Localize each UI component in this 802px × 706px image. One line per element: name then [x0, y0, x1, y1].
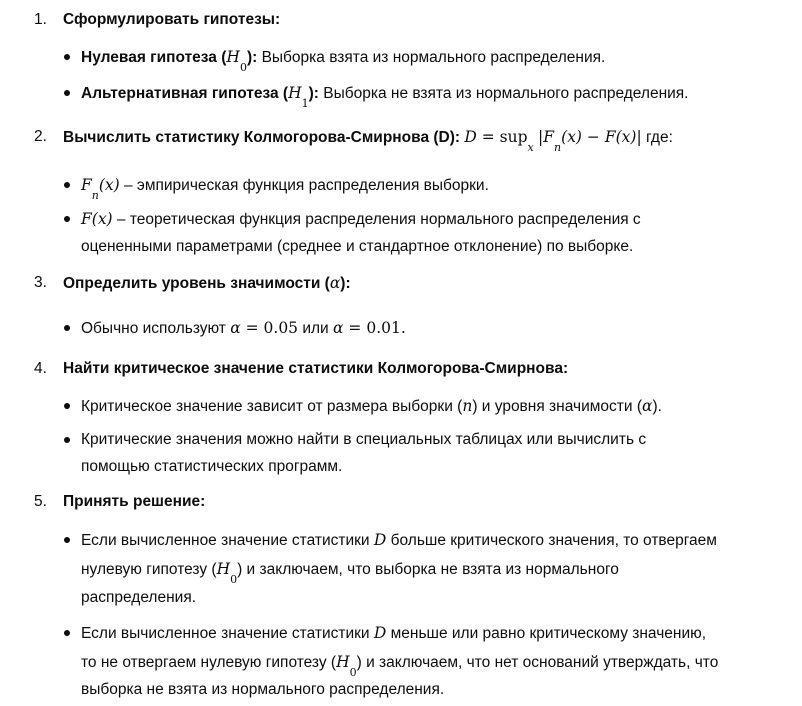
bullet-marker — [64, 437, 70, 443]
empirical-function-item: $F_n(x)$ – эмпирическая функция распределения выборки. — [81, 176, 489, 202]
bullet-marker — [64, 182, 70, 188]
bullet-marker — [64, 90, 70, 96]
step-5-title: Принять решение: — [63, 493, 206, 510]
accept-decision-item: Если вычисленное значение статистики D меньше или равно критическому значению, — [81, 624, 707, 642]
step-5-number: 5. — [34, 493, 47, 510]
theoretical-function-item-cont: оцененными параметрами (среднее и стандартное отклонение) по выборке. — [81, 238, 634, 255]
step-4-number: 4. — [34, 360, 47, 377]
step-1-title: Сформулировать гипотезы: — [63, 11, 281, 28]
null-hypothesis-item: Нулевая гипотеза $(H_0)$: Выборка взята из нормального распределения. — [81, 48, 606, 74]
critical-value-dependency-item: Критическое значение зависит от размера выборки (n) и уровня значимости (α). — [81, 397, 662, 415]
reject-decision-item-cont: нулевую гипотезу $(H_0)$ и заключаем, что выборка не взята из нормального — [81, 560, 619, 586]
step-3-number: 3. — [34, 274, 47, 291]
alpha-values-item: Обычно используют α = 0.05 или α = 0.01. — [81, 319, 406, 337]
accept-decision-item-end: выборка не взята из нормального распределения. — [81, 681, 445, 698]
ks-formula: D = sup$_x$ $|F_n(x) - F(x)|$ — [464, 128, 642, 154]
bullet-marker — [64, 216, 70, 222]
bullet-marker — [64, 630, 70, 636]
bullet-marker — [64, 54, 70, 60]
reject-decision-item: Если вычисленное значение статистики D больше критического значения, то отвергаем — [81, 531, 717, 549]
step-2-title: Вычислить статистику Колмогорова-Смирнова (D): D = sup$_x$ $|F_n(x) - F(x)|$ где: — [63, 128, 673, 154]
critical-value-source-item-cont: помощью статистических программ. — [81, 458, 343, 475]
alt-hypothesis-item: Альтернативная гипотеза $(H_1)$: Выборка не взята из нормального распределения. — [81, 84, 689, 110]
step-2-number: 2. — [34, 128, 47, 145]
reject-decision-item-end: распределения. — [81, 589, 197, 606]
step-4-title: Найти критическое значение статистики Колмогорова-Смирнова: — [63, 360, 569, 377]
bullet-marker — [64, 537, 70, 543]
bullet-marker — [64, 403, 70, 409]
critical-value-source-item: Критические значения можно найти в специальных таблицах или вычислить с — [81, 431, 647, 448]
accept-decision-item-cont: то не отвергаем нулевую гипотезу $(H_0)$ и заключаем, что нет оснований утверждать, что — [81, 653, 719, 679]
bullet-marker — [64, 325, 70, 331]
theoretical-function-item: F(x) – теоретическая функция распределения нормального распределения с — [81, 210, 641, 228]
step-1-number: 1. — [34, 11, 47, 28]
step-3-title: Определить уровень значимости (α): — [63, 274, 351, 292]
